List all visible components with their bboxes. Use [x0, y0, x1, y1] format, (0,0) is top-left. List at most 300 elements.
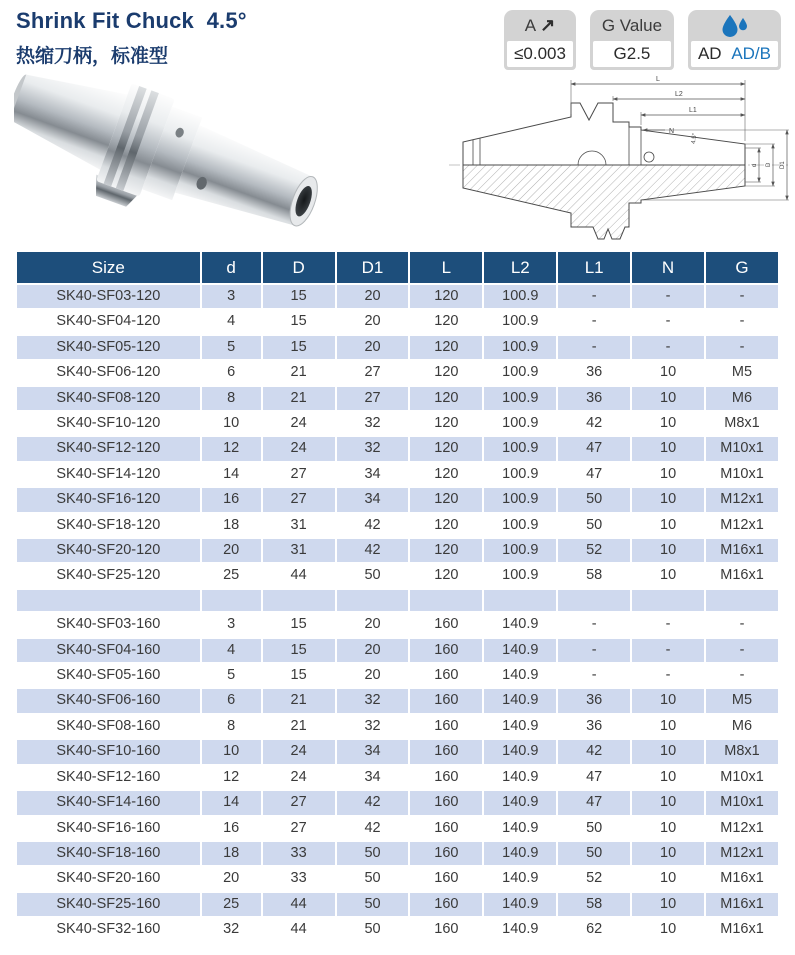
page-subtitle: 热缩刀柄，标准型 [16, 46, 169, 67]
runout-label [507, 10, 573, 41]
value-cell: 50 [336, 892, 410, 917]
value-cell: 140.9 [483, 663, 557, 688]
value-cell: 20 [336, 284, 410, 309]
value-cell: 20 [336, 638, 410, 663]
value-cell: 3 [201, 612, 262, 637]
value-cell: 21 [262, 386, 336, 411]
value-cell: 62 [557, 917, 631, 942]
value-cell: 33 [262, 841, 336, 866]
value-cell: 10 [631, 917, 705, 942]
value-cell: 10 [631, 436, 705, 461]
product-photo [14, 72, 344, 237]
value-cell: 160 [409, 866, 483, 891]
value-cell: 10 [631, 360, 705, 385]
value-cell: 10 [201, 411, 262, 436]
value-cell: 3 [201, 284, 262, 309]
value-cell: 10 [631, 714, 705, 739]
value-cell: 16 [201, 487, 262, 512]
dim-label-L2: L2 [675, 91, 683, 98]
value-cell: 25 [201, 892, 262, 917]
value-cell: 42 [557, 411, 631, 436]
value-cell: 160 [409, 841, 483, 866]
value-cell: 10 [631, 513, 705, 538]
value-cell: 120 [409, 411, 483, 436]
table-row [16, 309, 779, 334]
value-cell: 27 [336, 386, 410, 411]
upper-profile [463, 103, 745, 165]
value-cell: 14 [201, 462, 262, 487]
table-row [16, 765, 779, 790]
size-cell: SK40-SF06-120 [16, 360, 201, 385]
value-cell: 21 [262, 714, 336, 739]
size-cell: SK40-SF10-160 [16, 739, 201, 764]
value-cell: 10 [201, 739, 262, 764]
value-cell: 24 [262, 739, 336, 764]
value-cell: 27 [262, 487, 336, 512]
value-cell: 160 [409, 612, 483, 637]
value-cell: 15 [262, 284, 336, 309]
value-cell: 160 [409, 892, 483, 917]
value-cell: 100.9 [483, 436, 557, 461]
value-cell: - [557, 612, 631, 637]
value-cell: 16 [201, 816, 262, 841]
value-cell: 100.9 [483, 462, 557, 487]
size-cell: SK40-SF12-120 [16, 436, 201, 461]
value-cell: 10 [631, 688, 705, 713]
value-cell: 34 [336, 739, 410, 764]
value-cell: 140.9 [483, 841, 557, 866]
column-header: L2 [483, 251, 557, 284]
gvalue-label: G Value [601, 15, 663, 35]
dim-label-L1: L1 [689, 107, 697, 114]
column-header: D [262, 251, 336, 284]
value-cell: 36 [557, 688, 631, 713]
spacer-row [16, 589, 779, 612]
value-cell: 20 [336, 663, 410, 688]
size-cell: SK40-SF08-120 [16, 386, 201, 411]
value-cell: 140.9 [483, 638, 557, 663]
value-cell: 18 [201, 513, 262, 538]
value-cell: 160 [409, 790, 483, 815]
balance-spec-badge [590, 10, 674, 70]
value-cell: - [705, 638, 779, 663]
value-cell [409, 589, 483, 612]
value-cell: M16x1 [705, 538, 779, 563]
table-row [16, 663, 779, 688]
value-cell: 10 [631, 563, 705, 588]
value-cell: 32 [336, 436, 410, 461]
page-title: Shrink Fit Chuck 4.5° [16, 8, 247, 33]
coolant-ad: AD [697, 44, 722, 63]
dim-label-D1: D1 [780, 161, 786, 169]
value-cell: 120 [409, 386, 483, 411]
lower-section [463, 165, 745, 239]
coolant-value [691, 41, 778, 67]
value-cell: 36 [557, 386, 631, 411]
size-cell: SK40-SF32-160 [16, 917, 201, 942]
table-row [16, 513, 779, 538]
value-cell: 50 [557, 841, 631, 866]
value-cell: 20 [201, 866, 262, 891]
value-cell: 10 [631, 790, 705, 815]
value-cell: 5 [201, 663, 262, 688]
value-cell: 27 [336, 360, 410, 385]
value-cell: 5 [201, 335, 262, 360]
media-row [0, 70, 795, 242]
value-cell: 100.9 [483, 284, 557, 309]
size-cell: SK40-SF16-120 [16, 487, 201, 512]
value-cell: 8 [201, 386, 262, 411]
value-cell: M10x1 [705, 436, 779, 461]
value-cell: M16x1 [705, 892, 779, 917]
value-cell: 44 [262, 563, 336, 588]
value-cell: 34 [336, 462, 410, 487]
value-cell: M16x1 [705, 866, 779, 891]
value-cell: M10x1 [705, 462, 779, 487]
value-cell: - [557, 284, 631, 309]
title-block [16, 8, 247, 68]
value-cell: M8x1 [705, 411, 779, 436]
size-cell: SK40-SF20-120 [16, 538, 201, 563]
value-cell: 15 [262, 638, 336, 663]
value-cell: 42 [557, 739, 631, 764]
table-row [16, 638, 779, 663]
value-cell: - [557, 638, 631, 663]
value-cell: 140.9 [483, 739, 557, 764]
value-cell: M5 [705, 360, 779, 385]
value-cell: 140.9 [483, 816, 557, 841]
value-cell: 160 [409, 714, 483, 739]
value-cell: 31 [262, 513, 336, 538]
value-cell: 15 [262, 309, 336, 334]
value-cell: 36 [557, 714, 631, 739]
value-cell: 140.9 [483, 917, 557, 942]
table-row [16, 739, 779, 764]
value-cell: 120 [409, 284, 483, 309]
table-row [16, 563, 779, 588]
value-cell: 14 [201, 790, 262, 815]
value-cell: 52 [557, 538, 631, 563]
value-cell: 160 [409, 765, 483, 790]
coolant-spec-badge [688, 10, 781, 70]
value-cell: 10 [631, 892, 705, 917]
value-cell: 47 [557, 436, 631, 461]
value-cell: - [705, 284, 779, 309]
value-cell: 140.9 [483, 714, 557, 739]
value-cell: 100.9 [483, 309, 557, 334]
value-cell: 140.9 [483, 612, 557, 637]
value-cell: 50 [557, 487, 631, 512]
value-cell: 120 [409, 487, 483, 512]
value-cell: 10 [631, 538, 705, 563]
table-row [16, 335, 779, 360]
size-cell: SK40-SF12-160 [16, 765, 201, 790]
value-cell: 8 [201, 714, 262, 739]
value-cell: 27 [262, 816, 336, 841]
value-cell: 42 [336, 816, 410, 841]
value-cell [336, 589, 410, 612]
size-cell: SK40-SF25-160 [16, 892, 201, 917]
value-cell: 25 [201, 563, 262, 588]
value-cell: 100.9 [483, 411, 557, 436]
value-cell: 120 [409, 462, 483, 487]
value-cell: - [705, 663, 779, 688]
value-cell: 32 [336, 714, 410, 739]
value-cell: 120 [409, 309, 483, 334]
value-cell: 21 [262, 688, 336, 713]
value-cell: 10 [631, 841, 705, 866]
value-cell: 31 [262, 538, 336, 563]
value-cell: - [631, 335, 705, 360]
value-cell: - [631, 284, 705, 309]
value-cell: M12x1 [705, 816, 779, 841]
value-cell: - [705, 335, 779, 360]
value-cell: 100.9 [483, 360, 557, 385]
value-cell: - [705, 309, 779, 334]
spec-badges [504, 10, 781, 70]
value-cell: 52 [557, 866, 631, 891]
dim-label-angle: 4.5° [691, 132, 699, 145]
value-cell: 50 [336, 917, 410, 942]
value-cell: 10 [631, 739, 705, 764]
value-cell: 100.9 [483, 538, 557, 563]
value-cell: 15 [262, 335, 336, 360]
table-row [16, 714, 779, 739]
size-cell: SK40-SF16-160 [16, 816, 201, 841]
value-cell: 24 [262, 411, 336, 436]
value-cell: 140.9 [483, 866, 557, 891]
gvalue-value: G2.5 [593, 41, 671, 67]
size-cell: SK40-SF04-160 [16, 638, 201, 663]
column-header: D1 [336, 251, 410, 284]
column-header: G [705, 251, 779, 284]
value-cell: M10x1 [705, 790, 779, 815]
value-cell: 100.9 [483, 386, 557, 411]
value-cell: 120 [409, 436, 483, 461]
table-body [16, 284, 779, 943]
value-cell: M12x1 [705, 841, 779, 866]
runout-value: ≤0.003 [507, 41, 573, 67]
table-row [16, 462, 779, 487]
value-cell: 100.9 [483, 335, 557, 360]
value-cell: 20 [336, 309, 410, 334]
size-cell: SK40-SF08-160 [16, 714, 201, 739]
value-cell: 10 [631, 386, 705, 411]
value-cell: 47 [557, 765, 631, 790]
value-cell [557, 589, 631, 612]
table-row [16, 816, 779, 841]
table-row [16, 538, 779, 563]
table-row [16, 284, 779, 309]
value-cell: M6 [705, 386, 779, 411]
value-cell: 120 [409, 360, 483, 385]
value-cell: 120 [409, 335, 483, 360]
value-cell: 120 [409, 513, 483, 538]
dim-label-N: N [669, 128, 675, 135]
value-cell: 36 [557, 360, 631, 385]
table-row [16, 487, 779, 512]
value-cell: 10 [631, 765, 705, 790]
value-cell: 160 [409, 638, 483, 663]
size-cell: SK40-SF14-120 [16, 462, 201, 487]
value-cell: - [557, 309, 631, 334]
dim-label-L: L [656, 76, 660, 83]
value-cell: 100.9 [483, 513, 557, 538]
value-cell [705, 589, 779, 612]
table-row [16, 917, 779, 942]
column-header: L1 [557, 251, 631, 284]
value-cell: 27 [262, 462, 336, 487]
size-cell: SK40-SF05-160 [16, 663, 201, 688]
value-cell: 140.9 [483, 790, 557, 815]
value-cell: 100.9 [483, 487, 557, 512]
value-cell: 4 [201, 638, 262, 663]
table-row [16, 866, 779, 891]
value-cell: 120 [409, 563, 483, 588]
droplets-icon [691, 10, 778, 41]
value-cell: 6 [201, 688, 262, 713]
value-cell: - [705, 612, 779, 637]
table-row [16, 612, 779, 637]
value-cell: 42 [336, 790, 410, 815]
size-cell: SK40-SF05-120 [16, 335, 201, 360]
column-header: d [201, 251, 262, 284]
dim-label-D: D [766, 162, 772, 167]
table-row [16, 436, 779, 461]
value-cell: 160 [409, 816, 483, 841]
value-cell: 47 [557, 462, 631, 487]
value-cell: 27 [262, 790, 336, 815]
value-cell: 50 [336, 841, 410, 866]
value-cell: 100.9 [483, 563, 557, 588]
drive-notch-arc [578, 151, 606, 165]
table-row [16, 360, 779, 385]
value-cell: M16x1 [705, 917, 779, 942]
value-cell: 140.9 [483, 688, 557, 713]
size-cell: SK40-SF20-160 [16, 866, 201, 891]
value-cell [631, 589, 705, 612]
size-cell: SK40-SF03-120 [16, 284, 201, 309]
value-cell [201, 589, 262, 612]
value-cell: M5 [705, 688, 779, 713]
technical-drawing [443, 72, 795, 240]
value-cell: 33 [262, 866, 336, 891]
arrow-up-right-icon: ↗ [540, 15, 556, 35]
size-cell [16, 589, 201, 612]
value-cell: 120 [409, 538, 483, 563]
table-row [16, 411, 779, 436]
value-cell: 160 [409, 663, 483, 688]
value-cell: 50 [557, 816, 631, 841]
table-row [16, 892, 779, 917]
value-cell: 21 [262, 360, 336, 385]
value-cell: - [631, 663, 705, 688]
value-cell: 12 [201, 765, 262, 790]
value-cell: 58 [557, 892, 631, 917]
value-cell: 20 [336, 335, 410, 360]
size-cell: SK40-SF04-120 [16, 309, 201, 334]
value-cell: 140.9 [483, 892, 557, 917]
value-cell: M12x1 [705, 487, 779, 512]
value-cell: 47 [557, 790, 631, 815]
coolant-adb: AD/B [731, 44, 771, 63]
value-cell: 140.9 [483, 765, 557, 790]
value-cell: 18 [201, 841, 262, 866]
column-header: Size [16, 251, 201, 284]
value-cell: 32 [336, 411, 410, 436]
value-cell: 10 [631, 487, 705, 512]
value-cell: M12x1 [705, 513, 779, 538]
value-cell: 20 [336, 612, 410, 637]
size-cell: SK40-SF18-160 [16, 841, 201, 866]
table-row [16, 790, 779, 815]
value-cell: - [631, 309, 705, 334]
value-cell: 32 [201, 917, 262, 942]
table-row [16, 688, 779, 713]
coolant-hole [644, 152, 654, 162]
runout-letter: A [524, 15, 537, 35]
value-cell: 10 [631, 816, 705, 841]
value-cell: 4 [201, 309, 262, 334]
value-cell: 15 [262, 612, 336, 637]
value-cell: 44 [262, 892, 336, 917]
value-cell: 50 [336, 866, 410, 891]
size-cell: SK40-SF14-160 [16, 790, 201, 815]
value-cell: 10 [631, 866, 705, 891]
size-cell: SK40-SF25-120 [16, 563, 201, 588]
value-cell [483, 589, 557, 612]
value-cell: 24 [262, 436, 336, 461]
value-cell: 50 [557, 513, 631, 538]
value-cell: 20 [201, 538, 262, 563]
value-cell: M6 [705, 714, 779, 739]
size-cell: SK40-SF18-120 [16, 513, 201, 538]
table-row [16, 841, 779, 866]
table-header-row [16, 251, 779, 284]
value-cell: 34 [336, 765, 410, 790]
value-cell: 42 [336, 513, 410, 538]
value-cell: - [557, 663, 631, 688]
value-cell: 50 [336, 563, 410, 588]
value-cell: 6 [201, 360, 262, 385]
value-cell: 12 [201, 436, 262, 461]
size-cell: SK40-SF06-160 [16, 688, 201, 713]
value-cell: M8x1 [705, 739, 779, 764]
value-cell: 10 [631, 411, 705, 436]
runout-spec-badge [504, 10, 576, 70]
dimensions-table [15, 250, 780, 944]
value-cell: 34 [336, 487, 410, 512]
value-cell [262, 589, 336, 612]
value-cell: 44 [262, 917, 336, 942]
value-cell: - [631, 612, 705, 637]
dim-label-d: d [752, 163, 758, 167]
value-cell: 160 [409, 739, 483, 764]
value-cell: M10x1 [705, 765, 779, 790]
value-cell: 24 [262, 765, 336, 790]
column-header: N [631, 251, 705, 284]
value-cell: 42 [336, 538, 410, 563]
value-cell: 10 [631, 462, 705, 487]
value-cell: - [557, 335, 631, 360]
value-cell: 15 [262, 663, 336, 688]
value-cell: 58 [557, 563, 631, 588]
value-cell: 160 [409, 688, 483, 713]
value-cell: M16x1 [705, 563, 779, 588]
table-row [16, 386, 779, 411]
value-cell: 32 [336, 688, 410, 713]
value-cell: - [631, 638, 705, 663]
